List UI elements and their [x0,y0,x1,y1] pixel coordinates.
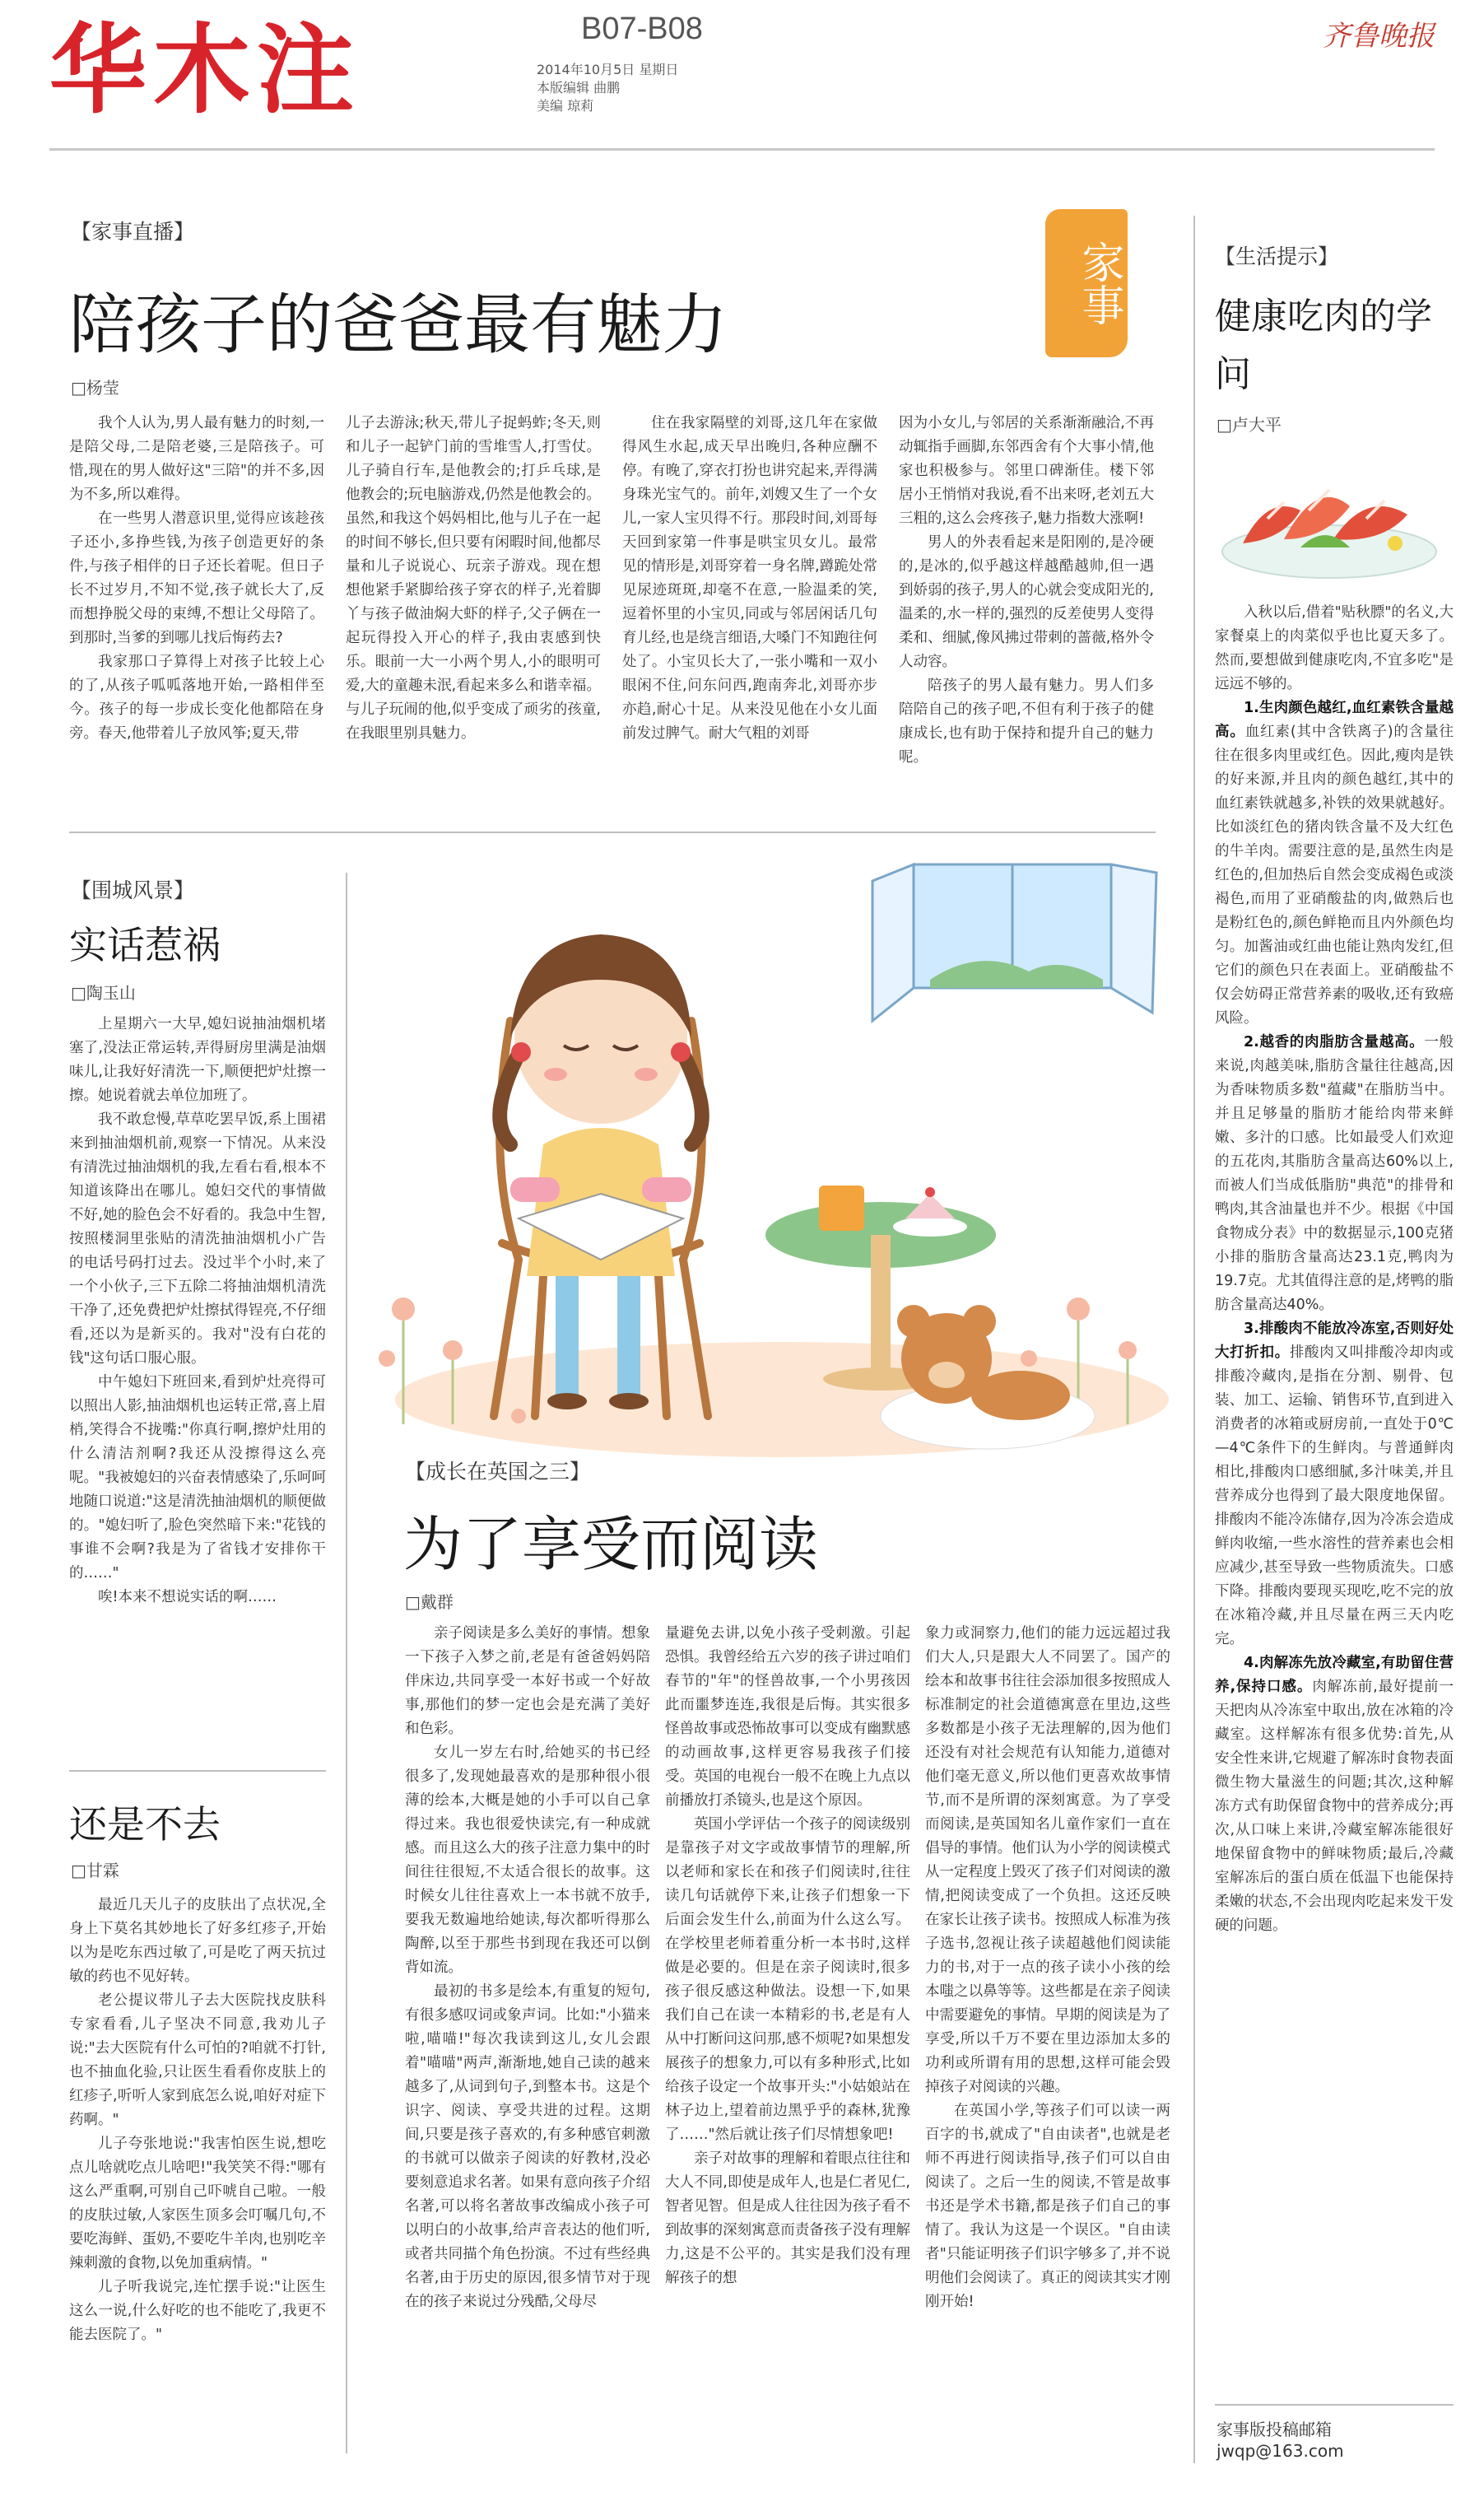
page-editor: 本版编辑 曲鹏 [537,80,621,96]
paragraph: 我个人认为,男人最有魅力的时刻,一是陪父母,二是陪老婆,三是陪孩子。可惜,现在的男人做好这"三陪"的并不多,因为不多,所以难得。 [69,415,324,503]
masthead-divider [49,148,1435,151]
paragraph: 儿子听我说完,连忙摆手说:"让医生这么一说,什么好吃的也不能吃了,我更不能去医院了。" [69,2279,326,2343]
article-title: 陪孩子的爸爸最有魅力 [69,287,728,363]
section-label: 【生活提示】 [1215,245,1339,268]
point-text: 一般来说,肉越美味,脂肪含量往往越高,因为香味物质多数"蕴藏"在脂肪当中。并且足够量的脂肪才能给肉带来鲜嫩、多汁的口感。比如最受人们欢迎的五花肉,其脂肪含量高达60%以上,而被人们当成低脂肪"典范"的排骨和鸭肉,其含油量也并不少。根据《中国食物成分表》中的数据显示,100克猪小排的脂肪含量高达23.1克,鸭肉为19.7克。尤其值得注意的是,烤鸭的脂肪含量高达40%。 [1215,1034,1454,1313]
paragraph: 男人的外表看起来是阳刚的,是冷硬的,是冰的,似乎越这样越酷越帅,但一遇到娇弱的孩子,男人的心就会变成阳光的,温柔的,水一样的,强烈的反差使男人变得柔和、细腻,像风拂过带刺的蔷薇,格外令人动容。 [899,534,1154,670]
divider [69,1770,326,1772]
point-text: 血红素(其中含铁离子)的含量往往在很多肉里或红色。因此,瘦肉是铁的好来源,并且肉的颜色越红,其中的血红素铁就越多,补铁的效果就越好。比如淡红色的猪肉铁含量不及大红色的牛羊肉。需要注意的是,虽然生肉是红色的,但加热后自然会变成褐色或淡褐色,而用了亚硝酸盐的肉,做熟后也是粉红色的,颜色鲜艳而且内外颜色均匀。加酱油或红曲也能让熟肉发红,但它们的颜色只在表面上。亚硝酸盐不仅会妨碍正常营养素的吸收,还有致癌风险。 [1215,724,1454,1027]
divider [1215,2404,1454,2406]
paragraph: 英国小学评估一个孩子的阅读级别是靠孩子对文字或故事情节的理解,所以老师和家长在和孩子们阅读时,往往读几句话就停下来,让孩子们想象一下后面会发生什么,前面为什么这么写。在学校里老师着重分析一本书时,这样做是必要的。但是在亲子阅读时,很多孩子很反感这种做法。设想一下,如果我们自己在读一本精彩的书,老是有人从中打断问这问那,感不烦呢?如果想发展孩子的想象力,可以有多种形式,比如给孩子设定一个故事开头:"小姑娘站在林子边上,望着前边黑乎乎的森林,犹豫了……"然后就让孩子们尽情想象吧! [665,1816,910,2143]
column-divider [346,873,347,2453]
paragraph: 最近几天儿子的皮肤出了点状况,全身上下莫名其妙地长了好多红疹子,开始以为是吃东西过敏了,可是吃了两天抗过敏的药也不见好转。 [69,1897,326,1985]
paragraph: 儿子去游泳;秋天,带儿子捉蚂蚱;冬天,则和儿子一起铲门前的雪堆雪人,打雪仗。儿子骑自行车,是他教会的;打乒乓球,是他教会的;玩电脑游戏,仍然是他教会的。虽然,和我这个妈妈相比,他与儿子在一起的时间不够长,但只要有闲暇时间,他都尽量和儿子说说心、玩亲子游戏。现在想想他紧手紧脚给孩子穿衣的样子,光着脚丫与孩子做油焖大虾的样子,父子俩在一起玩得投入开心的样子,我由衷感到快乐。眼前一大一小两个男人,小的眼明可爱,大的童趣未泯,看起来多么和谐幸福。与儿子玩闹的他,似乎变成了顽劣的孩童,在我眼里别具魅力。 [346,415,601,742]
sidebar-body [1215,601,1454,2429]
article-column [925,1622,1170,2453]
paragraph: 在英国小学,等孩子们可以读一两百字的书,就成了"自由读者",也就是老师不再进行阅读指导,孩子们可以自由阅读了。之后一生的阅读,不管是故事书还是学术书籍,都是孩子们自己的事情了。我认为这是一个误区。"自由读者"只能证明孩子们识字够多了,并不说明他们会阅读了。真正的阅读其实才刚刚开始! [925,2103,1170,2310]
article-title: 还是不去 [69,1802,221,1847]
article-column [346,412,601,807]
paragraph: 在一些男人潜意识里,觉得应该趁孩子还小,多挣些钱,为孩子创造更好的条件,与孩子相伴的日子还长着呢。但日子长不过岁月,不知不觉,孩子就长大了,反而想挣脱父母的束缚,不想让父母陪了。到那时,当爹的到哪儿找后悔药去? [69,510,324,646]
point-text: 肉解冻前,最好提前一天把肉从冷冻室中取出,放在冰箱的冷藏室。这样解冻有很多优势:首先,从安全性来讲,它规避了解冻时食物表面微生物大量滋生的问题;其次,这种解冻方式有助保留食物中的营养成分;再次,从口味上来讲,冷藏室解冻能很好地保留食物中的鲜味物质;最后,冷藏室解冻后的蛋白质在低温下也能保持柔嫩的状态,不会出现肉吃起来发干发硬的问题。 [1215,1679,1454,1934]
sidebar-divider [1193,216,1195,2463]
point-heading: 2.越香的肉脂肪含量越高。 [1244,1034,1425,1051]
jiashi-tag-icon: 家事 [1045,209,1128,357]
point-heading: 1.生肉颜色越红,血红素铁含量越高。 [1215,700,1454,740]
point-item [1215,696,1454,1031]
article-byline: □甘霖 [71,1861,119,1880]
girl-reading-illustration [354,848,1177,1474]
point-text: 排酸肉又叫排酸冷却肉或排酸冷藏肉,是指在分割、剔骨、包装、加工、运输、销售环节,直到进入消费者的冰箱或厨房前,一直处于0℃—4℃条件下的生鲜肉。与普通鲜肉相比,排酸肉口感细腻,多汁味美,并且营养成分也得到了最大限度地保留。排酸肉不能冷冻储存,因为冷冻会造成鲜肉收缩,一些水溶性的营养素也会相应减少,甚至导致一些物质流失。口感下降。排酸肉要现买现吃,吃不完的放在冰箱冷藏,并且尽量在两三天内吃完。 [1215,1344,1454,1647]
masthead-title: 华木注 [49,13,361,127]
article-title: 健康吃肉的学问 [1215,296,1432,395]
paragraph: 我家那口子算得上对孩子比较上心的了,从孩子呱呱落地开始,一路相伴至今。孩子的每一步成长变化他都陪在身旁。春天,他带着儿子放风筝;夏天,带 [69,654,324,742]
article-column [405,1622,650,2453]
page-designer: 美编 琼莉 [537,98,594,114]
divider [69,832,1156,833]
paragraph: 亲子阅读是多么美好的事情。想象一下孩子入梦之前,老是有爸爸妈妈陪伴床边,共同享受一本好书或一个好故事,那他们的梦一定也会是充满了美好和色彩。 [405,1625,650,1737]
article-byline: □陶玉山 [71,983,136,1003]
section-label: 【围城风景】 [71,878,195,902]
article-column [665,1622,910,2453]
article-column [899,412,1154,807]
article-byline: □戴群 [405,1592,454,1612]
paragraph: 老公提议带儿子去大医院找皮肤科专家看看,儿子坚决不同意,我劝儿子说:"去大医院有什么可怕的?咱就不打针,也不抽血化验,只让医生看看你皮肤上的红疹子,听听人家到底怎么说,咱好对症下药啊。" [69,1992,326,2128]
paragraph: 量避免去讲,以免小孩子受刺激。引起恐惧。我曾经给五六岁的孩子讲过咱们春节的"年"的怪兽故事,一个小男孩因此而噩梦连连,我很是后悔。其实很多怪兽故事或恐怖故事可以变成有幽默感的动画故事,这样更容易我孩子们接受。英国的电视台一般不在晚上九点以前播放打杀镜头,也是这个原因。 [665,1625,910,1809]
window-icon [872,864,1156,1021]
paragraph: 女儿一岁左右时,给她买的书已经很多了,发现她最喜欢的是那种很小很薄的绘本,大概是她的小手可以自己拿得过来。我也很爱快读完,有一种成就感。而且这么大的孩子注意力集中的时间往往很短,不太适合很长的故事。这时候女儿往往喜欢上一本书就不放手,要我无数遍地给她读,每次都听得那么陶醉,以至于那些书到现在我还可以倒背如流。 [405,1745,650,1976]
article-title: 为了享受而阅读 [403,1510,819,1579]
article-column [622,412,877,807]
article-title: 实话惹祸 [69,923,221,967]
point-item [1215,1031,1454,1317]
paragraph: 唉!本来不想说实话的啊…… [98,1589,277,1605]
section-label: 【成长在英国之三】 [405,1460,591,1484]
sashimi-plate-illustration [1218,461,1440,585]
point-heading: 3.排酸肉不能放冷冻室,否则好处大打折扣。 [1215,1321,1454,1361]
mug-icon [819,1186,864,1231]
paragraph: 上星期六一大早,媳妇说抽油烟机堵塞了,没法正常运转,弄得厨房里满是油烟味儿,让我好好清洗一下,顺便把炉灶擦一擦。她说着就去单位加班了。 [69,1016,326,1104]
paragraph: 入秋以后,借着"贴秋膘"的名义,大家餐桌上的肉菜似乎也比夏天多了。然而,要想做到健康吃肉,不宜多吃"是远远不够的。 [1215,604,1454,692]
page-number: B07-B08 [581,12,703,46]
paragraph: 住在我家隔壁的刘哥,这几年在家做得风生水起,成天早出晚归,各种应酬不停。有晚了,穿衣打扮也讲究起来,弄得满身珠光宝气的。前年,刘嫂又生了一个女儿,一家人宝贝得不行。那段时间,刘哥每天回到家第一件事是哄宝贝女儿。最常见的情形是,刘哥穿着一身名牌,蹲跪处常见尿迹斑斑,却毫不在意,一脸温柔的笑,逗着怀里的小宝贝,同或与邻居闲话几句育儿经,也是绕言细语,大嗓门不知跑往何处了。小宝贝长大了,一张小嘴和一双小眼闲不住,问东问西,跑南奔北,刘哥亦步亦趋,耐心十足。从来没见他在小女儿面前发过脾气。耐大气粗的刘哥 [622,415,877,742]
girl-figure [500,934,702,1409]
article-column [69,1013,326,1795]
issue-date: 2014年10月5日 星期日 [537,62,679,77]
newspaper-logo: 齐鲁晚报 [1323,20,1435,53]
paragraph: 中午媳妇下班回来,看到炉灶亮得可以照出人影,抽油烟机也运转正常,喜上眉梢,笑得合不拢嘴:"你真行啊,擦炉灶用的什么清洁剂啊?我还从没擦得这么亮呢。"我被媳妇的兴奋表情感染了,乐呵呵地随口说道:"这是清洗抽油烟机的顺便做的。"媳妇听了,脸色突然暗下来:"花钱的事谁不会啊?我是为了省钱才安排你干的……" [69,1374,326,1582]
point-heading: 4.肉解冻先放冷藏室,有助留住营养,保持口感。 [1215,1655,1454,1695]
article-column [69,412,324,807]
paragraph: 儿子夸张地说:"我害怕医生说,想吃点儿啥就吃点儿啥吧!"我笑笑不得:"哪有这么严重啊,可别自己吓唬自己啦。一般的皮肤过敏,人家医生顶多会叮嘱几句,不要吃海鲜、蛋奶,不要吃牛羊肉,也别吃辛辣刺激的食物,以免加重病情。" [69,2136,326,2271]
section-label: 【家事直播】 [71,220,195,244]
paragraph: 象力或洞察力,他们的能力远远超过我们大人,只是跟大人不同罢了。国产的绘本和故事书往往会添加很多按照成人标准制定的社会道德寓意在里边,这些多数都是小孩子无法理解的,因为他们还没有对社会规范有认知能力,道德对他们毫无意义,所以他们更喜欢故事情节,而不是所谓的深刻寓意。为了享受而阅读,是英国知名儿童作家们一直在倡导的事情。他们认为小学的阅读模式从一定程度上毁灭了孩子们对阅读的激情,把阅读变成了一个负担。这还反映在家长让孩子读书。按照成人标准为孩子选书,忽视让孩子读超越他们阅读能力的书,对于一点的孩子读小小孩的绘本嗤之以鼻等等。这些都是在亲子阅读中需要避免的事情。早期的阅读是为了享受,所以千万不要在里边添加太多的功利或所谓有用的思想,这样可能会毁掉孩子对阅读的兴趣。 [925,1625,1170,2095]
paragraph: 因为小女儿,与邻居的关系渐渐融洽,不再动辄指手画脚,东邻西舍有个大事小情,他家也积极参与。邻里口碑渐佳。楼下邻居小王悄悄对我说,看不出来呀,老刘五大三粗的,这么会疼孩子,魅力指数大涨啊! [899,415,1154,527]
point-item [1215,1317,1454,1651]
article-column [69,1894,326,2437]
point-item [1215,1651,1454,1938]
article-byline: □杨莹 [71,378,119,398]
paragraph: 我不敢怠慢,草草吃罢早饭,系上围裙来到抽油烟机前,观察一下情况。从来没有清洗过抽油烟机的我,左看右看,根本不知道该降出在哪儿。媳妇交代的事情做不好,她的脸色会不好看的。我急中生智,按照楼洞里张贴的清洗抽油烟机小广告的电话号码打过去。没过半个小时,来了一个小伙子,三下五除二将抽油烟机清洗干净了,还免费把炉灶擦拭得锃亮,不仔细看,还以为是新买的。我对"没有白花的钱"这句话口服心服。 [69,1111,326,1367]
paragraph: 最初的书多是绘本,有重复的短句,有很多感叹词或象声词。比如:"小猫来啦,喵喵!"每次我读到这儿,女儿会跟着"喵喵"两声,渐渐地,她自己读的越来越多了,从词到句子,到整本书。这是个识字、阅读、享受共进的过程。这期间,只要是孩子喜欢的,有多种感官刺激的书就可以做亲子阅读的好教材,没必要刻意追求名著。如果有意向孩子介绍名著,可以将名著故事改编成小孩子可以明白的小故事,给声音表达的他们听,或者共同描个角色扮演。不过有些经典名著,由于历史的原因,很多情节对于现在的孩子来说过分残酷,父母尽 [405,1983,650,2310]
contact-label: 家事版投稿邮箱 [1217,2420,1332,2439]
article-byline: □卢大平 [1217,415,1282,435]
paragraph: 亲子对故事的理解和着眼点往往和大人不同,即使是成年人,也是仁者见仁,智者见智。但是成人往往因为孩子看不到故事的深刻寓意而责备孩子没有理解力,这是不公平的。其实是我们没有理解孩子的想 [665,2150,910,2286]
contact-email[interactable]: jwqp@163.com [1217,2441,1344,2461]
paragraph: 陪孩子的男人最有魅力。男人们多陪陪自己的孩子吧,不但有利于孩子的健康成长,也有助于保持和提升自己的魅力呢。 [899,678,1154,766]
